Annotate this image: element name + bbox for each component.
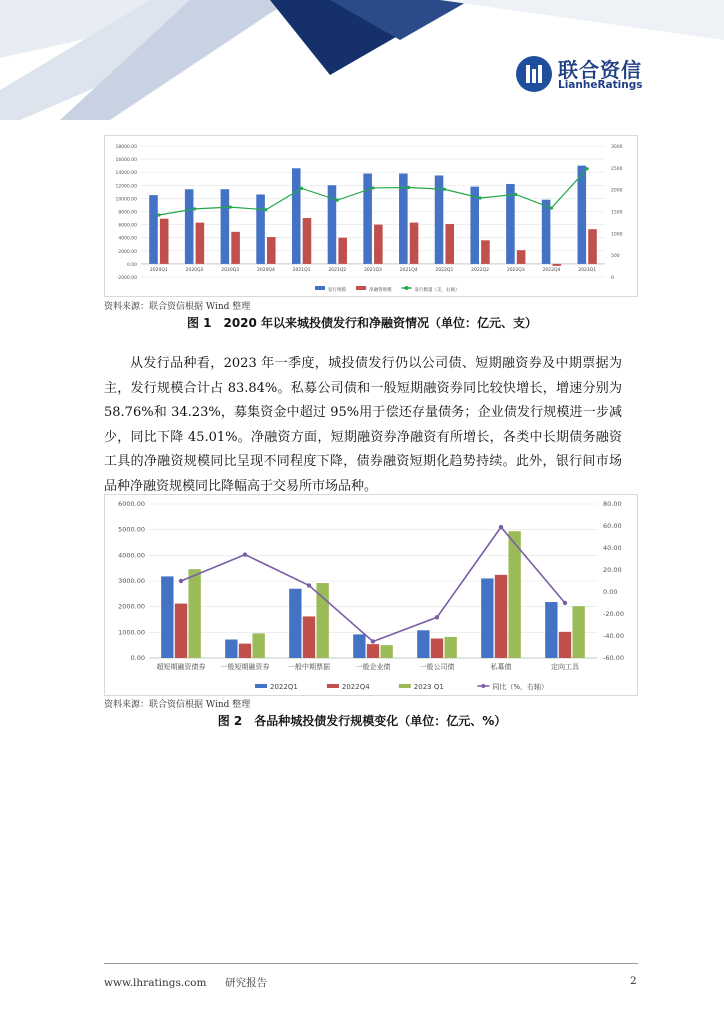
bar-净融资规模	[196, 223, 205, 264]
y-right-tick-label: -40.00	[603, 632, 624, 640]
bar-净融资规模	[338, 238, 347, 264]
y-left-tick-label: 6000.00	[118, 223, 137, 229]
x-tick-label: 2022Q3	[506, 268, 525, 273]
line-point	[193, 207, 196, 210]
legend-swatch	[255, 684, 267, 688]
y-left-tick-label: -2000.00	[116, 276, 137, 281]
figure2-svg	[105, 495, 637, 695]
bar-净融资规模	[410, 223, 419, 264]
line-point	[179, 579, 183, 583]
figure2-caption: 图 2 各品种城投债发行规模变化（单位：亿元、%）	[217, 714, 507, 728]
line-point	[550, 206, 553, 209]
y-right-tick-label: 40.00	[603, 544, 622, 552]
brand-logo	[516, 54, 646, 98]
line-point	[229, 206, 232, 209]
footer-label: 研究报告	[225, 977, 268, 989]
y-right-tick-label: 1000	[611, 232, 623, 238]
y-right-tick-label: 20.00	[603, 566, 622, 574]
line-point	[514, 193, 517, 196]
legend-swatch	[356, 286, 366, 290]
y-left-tick-label: 14000.00	[115, 171, 137, 177]
y-right-tick-label: -60.00	[603, 654, 624, 662]
y-left-tick-label: 8000.00	[118, 210, 137, 216]
bar-发行规模	[506, 184, 515, 264]
x-tick-label: 2023Q1	[578, 268, 597, 273]
footer-info	[104, 975, 267, 990]
page-number: 2	[630, 975, 637, 987]
bar-2023 Q1	[252, 633, 264, 658]
legend-label: 发行规模	[328, 288, 346, 293]
y-left-tick-label: 4000.00	[118, 551, 145, 560]
y-right-tick-label: 80.00	[603, 500, 622, 508]
y-right-tick-label: 500	[611, 254, 620, 260]
line-point	[435, 615, 439, 619]
x-tick-label: 一般短期融资券	[220, 663, 270, 671]
bar-净融资规模	[160, 219, 169, 264]
line-point	[264, 208, 267, 211]
x-tick-label: 2021Q4	[399, 268, 418, 273]
y-right-tick-label: 60.00	[603, 522, 622, 530]
line-point	[307, 583, 311, 587]
x-tick-label: 一般中期票据	[288, 663, 330, 671]
y-left-tick-label: 16000.00	[115, 158, 137, 164]
bar-2022Q1	[481, 578, 493, 658]
bar-发行规模	[470, 187, 479, 264]
bar-发行规模	[149, 195, 158, 264]
y-left-tick-label: 2000.00	[118, 602, 145, 611]
bar-2022Q4	[367, 644, 379, 658]
x-tick-label: 2022Q1	[435, 268, 454, 273]
bar-发行规模	[221, 189, 230, 264]
y-left-tick-label: 3000.00	[118, 577, 145, 585]
bar-发行规模	[292, 168, 301, 264]
body-paragraph: 从发行品种看，2023 年一季度，城投债发行仍以公司债、短期融资券及中期票据为主，发行规模合计占 83.84%。私募公司债和一般短期融资券同比较快增长，增速分别为 58.76%和 34.23%，募集资金中超过 95%用于偿还存量债务；企业债发行规模进一步减少，同比下降 45.01%。净融资方面，短期融资券净融资有所增长，各类中长期债务融资工具的净融资规模同比呈现不同程度下降，债券融资短期化趋势持续。此外，银行间市场品种净融资规模同比降幅高于交易所市场品种。	[104, 356, 622, 494]
y-right-tick-label: 2500	[611, 166, 623, 172]
legend-label: 2022Q1	[270, 683, 298, 691]
bar-2023 Q1	[188, 569, 200, 658]
x-tick-label: 2020Q1	[149, 268, 168, 273]
bar-净融资规模	[267, 237, 276, 264]
y-right-tick-label: 0	[611, 276, 614, 281]
y-right-tick-label: 1500	[611, 210, 623, 216]
y-left-tick-label: 12000.00	[115, 184, 137, 190]
legend-marker	[404, 286, 408, 290]
footer-site-link[interactable]: www.lhratings.com	[104, 977, 207, 989]
line-point	[563, 601, 567, 605]
bar-净融资规模	[517, 250, 526, 264]
bar-2022Q4	[431, 638, 443, 658]
legend-label: 发行数量（支，右轴）	[414, 288, 460, 293]
legend-label: 2023 Q1	[413, 683, 444, 691]
x-tick-label: 超短期融资债券	[156, 663, 206, 671]
bar-净融资规模	[374, 225, 383, 264]
legend-swatch	[399, 684, 411, 688]
bar-发行规模	[185, 189, 194, 264]
bar-2023 Q1	[508, 531, 520, 658]
x-tick-label: 2021Q1	[292, 268, 311, 273]
bar-2023 Q1	[380, 645, 392, 658]
y-right-tick-label: 0.00	[603, 588, 618, 596]
figure1-source: 资料来源：联合资信根据 Wind 整理	[104, 302, 251, 312]
line-point	[443, 188, 446, 191]
bar-2022Q1	[417, 630, 429, 658]
x-tick-label: 私募债	[490, 663, 512, 671]
bar-2022Q4	[175, 604, 187, 658]
figure2-chart	[104, 494, 638, 696]
figure1-caption: 图 1 2020 年以来城投债发行和净融资情况（单位：亿元、支）	[186, 316, 538, 330]
y-left-tick-label: 18000.00	[115, 145, 137, 150]
bar-2022Q4	[495, 575, 507, 658]
legend-label: 同比（%，右轴）	[492, 683, 549, 691]
y-left-tick-label: 10000.00	[115, 197, 137, 203]
bar-发行规模	[363, 174, 372, 264]
bar-2022Q1	[353, 634, 365, 658]
x-tick-label: 2021Q3	[364, 268, 382, 273]
line-point	[157, 213, 160, 216]
figure1-chart	[104, 135, 638, 297]
logo-name-en: LianheRatings	[558, 79, 643, 91]
bar-2022Q4	[303, 616, 315, 658]
bar-净融资规模	[303, 218, 312, 264]
x-tick-label: 2021Q2	[328, 268, 347, 273]
bar-2022Q1	[225, 640, 237, 658]
y-left-tick-label: 1000.00	[118, 628, 145, 637]
bar-发行规模	[578, 166, 587, 264]
line-point	[499, 525, 503, 529]
bar-2022Q1	[161, 576, 173, 658]
line-point	[478, 196, 481, 199]
line-point	[586, 167, 589, 170]
legend-label: 净融资规模	[369, 288, 392, 293]
bar-净融资规模	[588, 229, 597, 264]
x-tick-label: 2022Q4	[542, 268, 561, 273]
logo-mark-icon	[516, 56, 552, 92]
bar-净融资规模	[231, 232, 240, 264]
y-right-tick-label: -20.00	[603, 610, 624, 618]
line-point	[300, 187, 303, 190]
bar-2022Q1	[545, 602, 557, 658]
bar-2023 Q1	[444, 637, 456, 658]
y-left-tick-label: 0.00	[130, 654, 145, 662]
line-point	[336, 199, 339, 202]
footer-divider	[104, 963, 638, 964]
x-tick-label: 2020Q4	[256, 268, 275, 273]
x-tick-label: 一般企业债	[355, 663, 391, 671]
line-series	[181, 527, 565, 641]
figure2-source: 资料来源：联合资信根据 Wind 整理	[104, 700, 251, 710]
x-tick-label: 2020Q3	[221, 268, 240, 273]
x-tick-label: 2020Q2	[185, 268, 204, 273]
y-left-tick-label: 6000.00	[118, 500, 145, 508]
bar-2022Q1	[289, 589, 301, 658]
bar-发行规模	[256, 194, 265, 263]
y-left-tick-label: 5000.00	[118, 525, 145, 534]
bar-净融资规模	[481, 240, 490, 264]
legend-marker	[481, 684, 485, 688]
legend-label: 2022Q4	[341, 683, 370, 691]
figure1-svg	[105, 136, 637, 296]
legend-swatch	[315, 286, 325, 290]
y-left-tick-label: 4000.00	[118, 236, 137, 242]
line-point	[371, 639, 375, 643]
bar-净融资规模	[553, 264, 562, 266]
bar-净融资规模	[445, 224, 454, 264]
bar-2022Q4	[559, 632, 571, 658]
line-point	[371, 186, 374, 189]
y-right-tick-label: 2000	[611, 188, 623, 194]
legend-swatch	[327, 684, 339, 688]
logo-name-cn: 联合资信	[558, 58, 642, 82]
line-point	[407, 186, 410, 189]
x-tick-label: 2022Q2	[471, 268, 490, 273]
x-tick-label: 定向工具	[551, 663, 579, 671]
y-left-tick-label: 0.00	[126, 262, 137, 268]
bar-发行规模	[542, 200, 551, 264]
bar-2022Q4	[239, 644, 251, 658]
x-tick-label: 一般公司债	[419, 663, 455, 671]
line-point	[243, 552, 247, 556]
bar-2023 Q1	[572, 606, 584, 658]
y-right-tick-label: 3000	[611, 145, 623, 150]
y-left-tick-label: 2000.00	[118, 249, 137, 255]
